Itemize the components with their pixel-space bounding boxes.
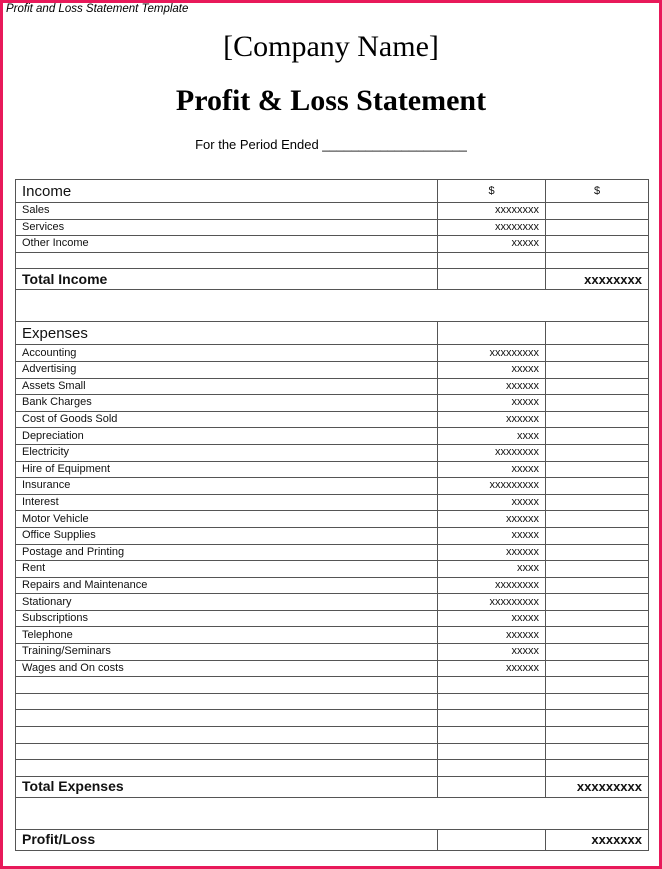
- row-label: Postage and Printing: [16, 544, 438, 561]
- empty-row: [16, 727, 649, 744]
- row-label: Motor Vehicle: [16, 511, 438, 528]
- total-expenses-label: Total Expenses: [16, 776, 438, 797]
- total-income-value: xxxxxxxx: [546, 269, 649, 290]
- row-amount: xxxxxxxx: [438, 203, 546, 220]
- statement-title: Profit & Loss Statement: [175, 84, 487, 117]
- table-row: [16, 203, 649, 220]
- row-amount: xxxxxx: [438, 411, 546, 428]
- row-total-cell: [546, 444, 649, 461]
- empty-row: [16, 693, 649, 710]
- row-amount: xxxx: [438, 428, 546, 445]
- profit-loss-value: xxxxxxx: [546, 829, 649, 850]
- empty-row: [16, 743, 649, 760]
- table-row: [16, 511, 649, 528]
- row-amount: xxxxx: [438, 644, 546, 661]
- table-row: [16, 561, 649, 578]
- table-row: [16, 577, 649, 594]
- row-total-cell: [546, 544, 649, 561]
- table-row: [16, 644, 649, 661]
- row-amount: xxxxxx: [438, 511, 546, 528]
- row-label: Bank Charges: [16, 395, 438, 412]
- row-total-cell: [546, 219, 649, 236]
- company-name: [Company Name]: [223, 30, 439, 63]
- row-label: Stationary: [16, 594, 438, 611]
- table-row: [16, 544, 649, 561]
- row-amount: xxxxxx: [438, 544, 546, 561]
- row-label: Rent: [16, 561, 438, 578]
- table-row: [16, 411, 649, 428]
- empty-row: [16, 252, 649, 269]
- row-label: Sales: [16, 203, 438, 220]
- table-row: [16, 219, 649, 236]
- row-label: Office Supplies: [16, 527, 438, 544]
- row-total-cell: [546, 627, 649, 644]
- row-total-cell: [546, 478, 649, 495]
- income-heading: Income: [16, 180, 438, 203]
- row-total-cell: [546, 411, 649, 428]
- row-total-cell: [546, 610, 649, 627]
- row-amount: xxxxx: [438, 461, 546, 478]
- table-row: [16, 594, 649, 611]
- row-label: Depreciation: [16, 428, 438, 445]
- row-label: Advertising: [16, 361, 438, 378]
- row-total-cell: [546, 561, 649, 578]
- row-label: Subscriptions: [16, 610, 438, 627]
- row-label: Services: [16, 219, 438, 236]
- expenses-heading: Expenses: [16, 322, 438, 345]
- row-amount: xxxxx: [438, 236, 546, 253]
- table-row: [16, 395, 649, 412]
- row-label: Insurance: [16, 478, 438, 495]
- row-total-cell: [546, 428, 649, 445]
- row-amount: xxxxxxxxx: [438, 594, 546, 611]
- spacer-row: [16, 797, 649, 829]
- total-expenses-row: [16, 776, 649, 797]
- row-total-cell: [546, 203, 649, 220]
- income-header-row: [16, 180, 649, 203]
- table-row: [16, 660, 649, 677]
- table-row: [16, 361, 649, 378]
- row-amount: xxxx: [438, 561, 546, 578]
- row-amount: xxxxxx: [438, 627, 546, 644]
- row-label: Wages and On costs: [16, 660, 438, 677]
- row-amount: xxxxx: [438, 527, 546, 544]
- row-label: Hire of Equipment: [16, 461, 438, 478]
- table-row: [16, 478, 649, 495]
- row-label: Accounting: [16, 345, 438, 362]
- row-total-cell: [546, 461, 649, 478]
- row-total-cell: [546, 644, 649, 661]
- expense-rows: [16, 345, 649, 677]
- template-label: Profit and Loss Statement Template: [6, 3, 189, 15]
- row-label: Electricity: [16, 444, 438, 461]
- row-amount: xxxxxxxx: [438, 577, 546, 594]
- table-row: [16, 378, 649, 395]
- row-amount: xxxxx: [438, 494, 546, 511]
- expenses-header-row: [16, 322, 649, 345]
- table-row: [16, 345, 649, 362]
- row-total-cell: [546, 594, 649, 611]
- row-amount: xxxxxx: [438, 660, 546, 677]
- row-amount: xxxxxxxxx: [438, 345, 546, 362]
- table-row: [16, 527, 649, 544]
- empty-row: [16, 710, 649, 727]
- period-label: For the Period Ended ____________________: [195, 137, 467, 152]
- row-amount: xxxxxxxx: [438, 444, 546, 461]
- row-total-cell: [546, 378, 649, 395]
- row-amount: xxxxx: [438, 361, 546, 378]
- empty-row: [16, 677, 649, 694]
- row-total-cell: [546, 361, 649, 378]
- empty-row: [16, 760, 649, 777]
- row-total-cell: [546, 577, 649, 594]
- total-income-label: Total Income: [16, 269, 438, 290]
- total-income-row: [16, 269, 649, 290]
- row-total-cell: [546, 511, 649, 528]
- col2-header: $: [438, 180, 546, 203]
- row-label: Cost of Goods Sold: [16, 411, 438, 428]
- table-row: [16, 444, 649, 461]
- spacer-row: [16, 290, 649, 322]
- profit-loss-label: Profit/Loss: [16, 829, 438, 850]
- table-row: [16, 236, 649, 253]
- row-label: Interest: [16, 494, 438, 511]
- row-label: Training/Seminars: [16, 644, 438, 661]
- row-total-cell: [546, 236, 649, 253]
- table-row: [16, 461, 649, 478]
- row-label: Assets Small: [16, 378, 438, 395]
- table-row: [16, 428, 649, 445]
- table-row: [16, 627, 649, 644]
- table-row: [16, 494, 649, 511]
- row-total-cell: [546, 494, 649, 511]
- profit-loss-row: [16, 829, 649, 850]
- row-label: Repairs and Maintenance: [16, 577, 438, 594]
- row-label: Other Income: [16, 236, 438, 253]
- row-amount: xxxxx: [438, 395, 546, 412]
- total-expenses-value: xxxxxxxxx: [546, 776, 649, 797]
- col3-header: $: [546, 180, 649, 203]
- pl-table: [15, 179, 649, 851]
- row-total-cell: [546, 527, 649, 544]
- row-label: Telephone: [16, 627, 438, 644]
- row-amount: xxxxx: [438, 610, 546, 627]
- row-amount: xxxxxx: [438, 378, 546, 395]
- row-total-cell: [546, 345, 649, 362]
- row-amount: xxxxxxxxx: [438, 478, 546, 495]
- table-row: [16, 610, 649, 627]
- row-total-cell: [546, 395, 649, 412]
- row-total-cell: [546, 660, 649, 677]
- row-amount: xxxxxxxx: [438, 219, 546, 236]
